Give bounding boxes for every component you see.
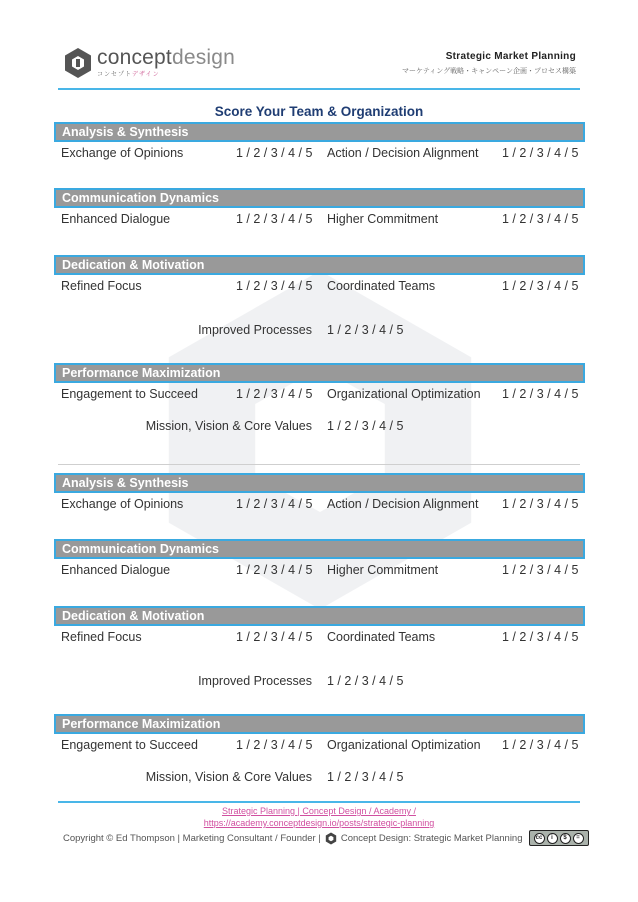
criterion-label: Higher Commitment — [327, 212, 439, 226]
section-header: Performance Maximization — [54, 714, 585, 734]
criterion-label: Refined Focus — [61, 630, 142, 644]
score-scale[interactable]: 1 / 2 / 3 / 4 / 5 — [236, 146, 313, 160]
section-header: Dedication & Motivation — [54, 255, 585, 275]
criterion-label: Improved Processes — [198, 323, 312, 337]
nd-icon: = — [573, 833, 584, 844]
concept-design-mini-logo-icon — [325, 832, 337, 845]
criterion-label: Coordinated Teams — [327, 279, 436, 293]
criterion-label: Enhanced Dialogue — [61, 563, 171, 577]
section-communication-dynamics — [54, 188, 585, 238]
cc-icon: cc — [534, 833, 545, 844]
document-subtitle: マーケティング戦略・キャンペーン企画・プロセス構築 — [401, 68, 576, 75]
by-icon: i — [547, 833, 558, 844]
criterion-label: Action / Decision Alignment — [327, 146, 479, 160]
footer-link-url[interactable]: https://academy.conceptdesign.io/posts/strategic-planning — [203, 818, 435, 828]
score-scale[interactable]: 1 / 2 / 3 / 4 / 5 — [236, 563, 313, 577]
score-scale[interactable]: 1 / 2 / 3 / 4 / 5 — [327, 419, 404, 433]
score-scale[interactable]: 1 / 2 / 3 / 4 / 5 — [502, 563, 579, 577]
section-analysis-synthesis — [54, 122, 585, 172]
criterion-label: Organizational Optimization — [327, 738, 481, 752]
score-row — [54, 626, 585, 656]
score-scale[interactable]: 1 / 2 / 3 / 4 / 5 — [327, 770, 404, 784]
score-row — [54, 275, 585, 305]
score-row-center — [54, 319, 585, 349]
score-row — [54, 208, 585, 238]
criterion-label: Enhanced Dialogue — [61, 212, 171, 226]
score-scale[interactable]: 1 / 2 / 3 / 4 / 5 — [502, 497, 579, 511]
copyright-text: Copyright © Ed Thompson | Marketing Consultant / Founder | — [63, 832, 321, 844]
score-scale[interactable]: 1 / 2 / 3 / 4 / 5 — [327, 674, 404, 688]
score-row — [54, 559, 585, 589]
criterion-label: Refined Focus — [61, 279, 142, 293]
section-header: Performance Maximization — [54, 363, 585, 383]
section-communication-dynamics-copy — [54, 539, 585, 589]
section-header: Communication Dynamics — [54, 188, 585, 208]
section-header: Analysis & Synthesis — [54, 473, 585, 493]
score-scale[interactable]: 1 / 2 / 3 / 4 / 5 — [327, 323, 404, 337]
score-row — [54, 142, 585, 172]
criterion-label: Exchange of Opinions — [61, 497, 184, 511]
score-scale[interactable]: 1 / 2 / 3 / 4 / 5 — [236, 497, 313, 511]
criterion-label: Higher Commitment — [327, 563, 439, 577]
brand-logo[interactable] — [63, 47, 235, 79]
logo-wordmark: conceptdesign — [97, 46, 236, 69]
score-scale[interactable]: 1 / 2 / 3 / 4 / 5 — [502, 738, 579, 752]
criterion-label: Engagement to Succeed — [61, 738, 198, 752]
logo-subtitle: コンセプトデザイン — [97, 72, 160, 78]
criterion-label: Engagement to Succeed — [61, 387, 198, 401]
score-scale[interactable]: 1 / 2 / 3 / 4 / 5 — [502, 279, 579, 293]
score-scale[interactable]: 1 / 2 / 3 / 4 / 5 — [236, 212, 313, 226]
footer-copyright — [63, 830, 589, 846]
section-dedication-motivation-copy — [54, 606, 585, 700]
criterion-label: Coordinated Teams — [327, 630, 436, 644]
section-header: Analysis & Synthesis — [54, 122, 585, 142]
score-row — [54, 383, 585, 413]
section-header: Communication Dynamics — [54, 539, 585, 559]
page-heading: Score Your Team & Organization — [214, 104, 424, 119]
section-dedication-motivation — [54, 255, 585, 349]
score-scale[interactable]: 1 / 2 / 3 / 4 / 5 — [502, 146, 579, 160]
section-analysis-synthesis-copy — [54, 473, 585, 523]
creative-commons-license-badge[interactable] — [529, 830, 589, 846]
nc-icon: $ — [560, 833, 571, 844]
score-scale[interactable]: 1 / 2 / 3 / 4 / 5 — [236, 387, 313, 401]
score-scale[interactable]: 1 / 2 / 3 / 4 / 5 — [236, 279, 313, 293]
footer-link-title[interactable]: Strategic Planning | Concept Design / Academy / — [222, 806, 416, 816]
score-row-center — [54, 670, 585, 700]
header-divider — [58, 88, 580, 90]
score-row — [54, 493, 585, 523]
criterion-label: Improved Processes — [198, 674, 312, 688]
score-row — [54, 734, 585, 764]
score-row-center — [54, 415, 585, 445]
criterion-label: Mission, Vision & Core Values — [145, 419, 312, 433]
brand-text: Concept Design: Strategic Market Planning — [340, 832, 523, 844]
score-scale[interactable]: 1 / 2 / 3 / 4 / 5 — [236, 630, 313, 644]
criterion-label: Mission, Vision & Core Values — [145, 770, 312, 784]
score-row-center — [54, 766, 585, 796]
criterion-label: Exchange of Opinions — [61, 146, 184, 160]
section-performance-maximization — [54, 363, 585, 445]
score-scale[interactable]: 1 / 2 / 3 / 4 / 5 — [502, 630, 579, 644]
criterion-label: Action / Decision Alignment — [327, 497, 479, 511]
footer-divider — [58, 801, 580, 803]
criterion-label: Organizational Optimization — [327, 387, 481, 401]
score-scale[interactable]: 1 / 2 / 3 / 4 / 5 — [236, 738, 313, 752]
section-performance-maximization-copy — [54, 714, 585, 796]
score-scale[interactable]: 1 / 2 / 3 / 4 / 5 — [502, 387, 579, 401]
document-title: Strategic Market Planning — [445, 51, 576, 62]
concept-design-logo-icon — [63, 47, 93, 79]
section-header: Dedication & Motivation — [54, 606, 585, 626]
section-divider — [58, 464, 580, 465]
score-scale[interactable]: 1 / 2 / 3 / 4 / 5 — [502, 212, 579, 226]
